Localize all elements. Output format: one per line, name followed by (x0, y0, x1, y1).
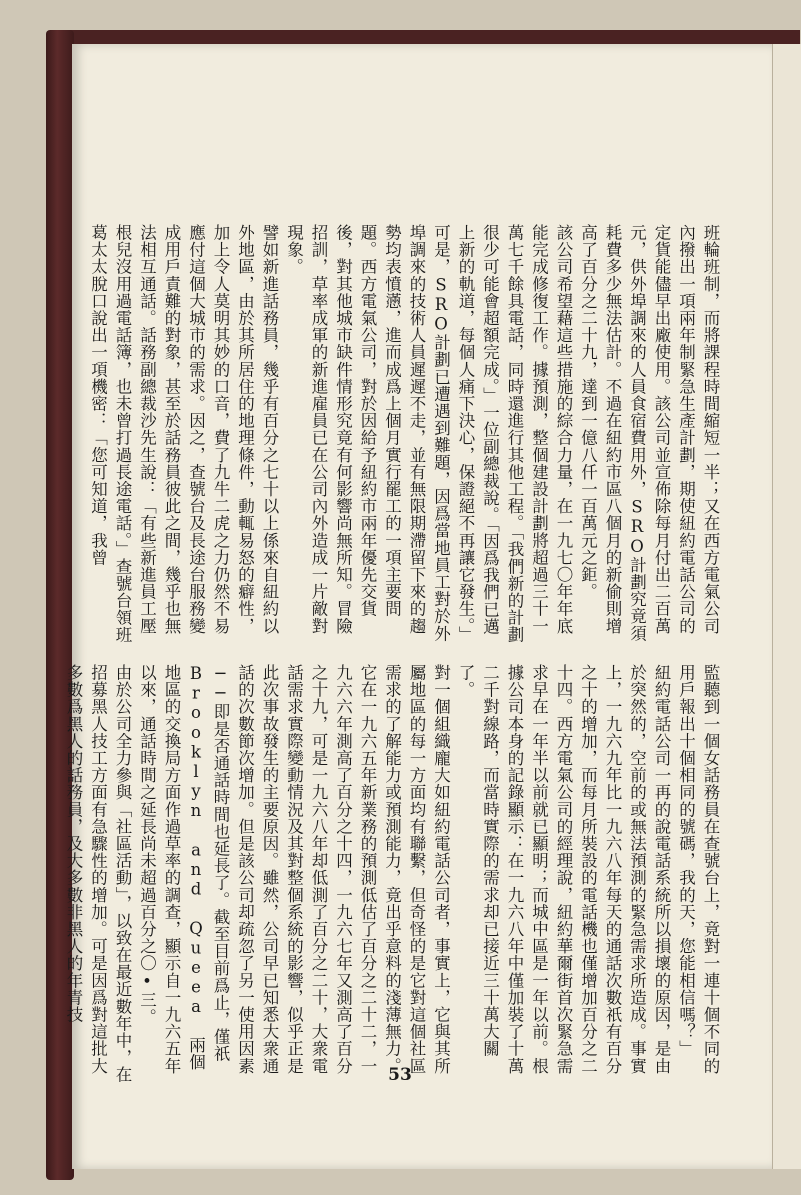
paragraph: 該公司希望藉這些措施的綜合力量，在一九七〇年年底能完成修復工作。據預測，整個建設計劃將超過三十一萬七千餘具電話，同時還進行其他工程。「我們新的計劃很少可能會超額完成。」一位副總裁說。「因爲我們已邁上新的軌道，每個人痛下決心，保證絕不再讓它發生。」 (456, 224, 573, 644)
book-page (64, 44, 772, 1169)
upper-text-column-block (88, 224, 722, 646)
paragraph: 對一個組織龐大如紐約電話公司者，事實上，它與其所屬地區的每一方面均有聯繫，但奇怪的是它對這個社區需求的了解能力或預測能力，竟出乎意料的淺薄無力。它在一九六五年新業務的預測低估了百分之二十二，一九六六年測高了百分之十四，一九六七年又測高了百分之十九，可是一九六八年却低測了百分之二十，大衆電話需求實際變動情況及其對整個系統的影響，似乎正是此次事故發生的主要原因。雖然，公司早已知悉大衆通話的次數節次增加。但是該公司却疏忽了另一使用因素──即是否通話時間也延長了。截至目前爲止，僅祇 Brooklyn and Queea 兩個地區的交換局方面作過草率的調查，顯示自一九六五年以來，通話時間之延長尚未超過百分之〇•三。 (137, 664, 451, 1075)
paragraph: 紐約電話公司一再的說電話系統所以損壞的原因，是由於突然的，空前的或無法預測的緊急需求所造成。事實上，一九六九年比一九六八年每天的通話次數祇有百分之十的增加，而每月所裝設的電話機也僅增加百分之二十四。西方電氣公司的經理說，紐約華爾街首次緊急需求早在一年半以前就已顯明；而城中區是一年以前。根據公司本身的記錄顯示：在一九六八年中僅加裝了十萬二千對線路，而當時實際的需求却已接近三十萬大關了。 (456, 664, 671, 1075)
paragraph: 由於公司全力參與「社區活動」，以致在最近數年中，在招募黑人技工方面有急驟性的增加。可是因爲對這批大多數爲黑人的話務員，及大多數非黑人的年青技 (64, 664, 132, 1084)
paragraph: 譬如新進話務員，幾乎有百分之七十以上係來自紐約以外地區，由於其所居住的地理條件，動輒易怒的癖性，加上令人莫明其妙的口音，費了九牛二虎之力仍然不易應付這個大城市的需求。因之，查號台及長途台服務變成用戶責難的對象，甚至於話務員彼此之間，幾乎也無法相互通話。話務副總裁沙先生說：「有些新進員工壓根兒沒用過電話簿，也未曾打過長途電話。」查號台領班葛太太脫口說出一項機密：「您可知道，我曾 (88, 224, 279, 644)
lower-text-column-block (64, 664, 722, 1084)
paragraph: 可是，SRO計劃已遭遇到難題，因爲當地員工對於外埠調來的技術人員遲遲不走，並有無限期滯留下來的趨勢均表憤懣，進而成爲上個月實行罷工的一項主要問題。西方電氣公司，對於因給予紐約市兩年優先交貨後，對其他城市缺件情形究竟有何影響尚無所知。冒險招訓，草率成軍的新進雇員已在公司內外造成一片敵對現象。 (284, 224, 451, 642)
adjacent-page-edge (772, 44, 801, 1169)
page-number: 53 (388, 1065, 412, 1085)
book-cover-edge (60, 30, 800, 44)
paragraph: 班輪班制，而將課程時間縮短一半；又在西方電氣公司內撥出一項兩年制緊急生產計劃，期使紐約電話公司的定貨能儘早出廠使用。該公司並宣佈除每月付出二百萬元，供外埠調來的人員食宿費用外，SRO計劃究竟須耗費多少無法估計。不過在紐約市區八個月的新偷則增高了百分之二十九，達到一億八仟一百萬元之鉅。 (578, 224, 720, 642)
paragraph: 監聽到一個女話務員在查號台上，竟對一連十個不同的用戶報出十個相同的號碼，我的天，您能相信嗎？」 (676, 664, 720, 1075)
